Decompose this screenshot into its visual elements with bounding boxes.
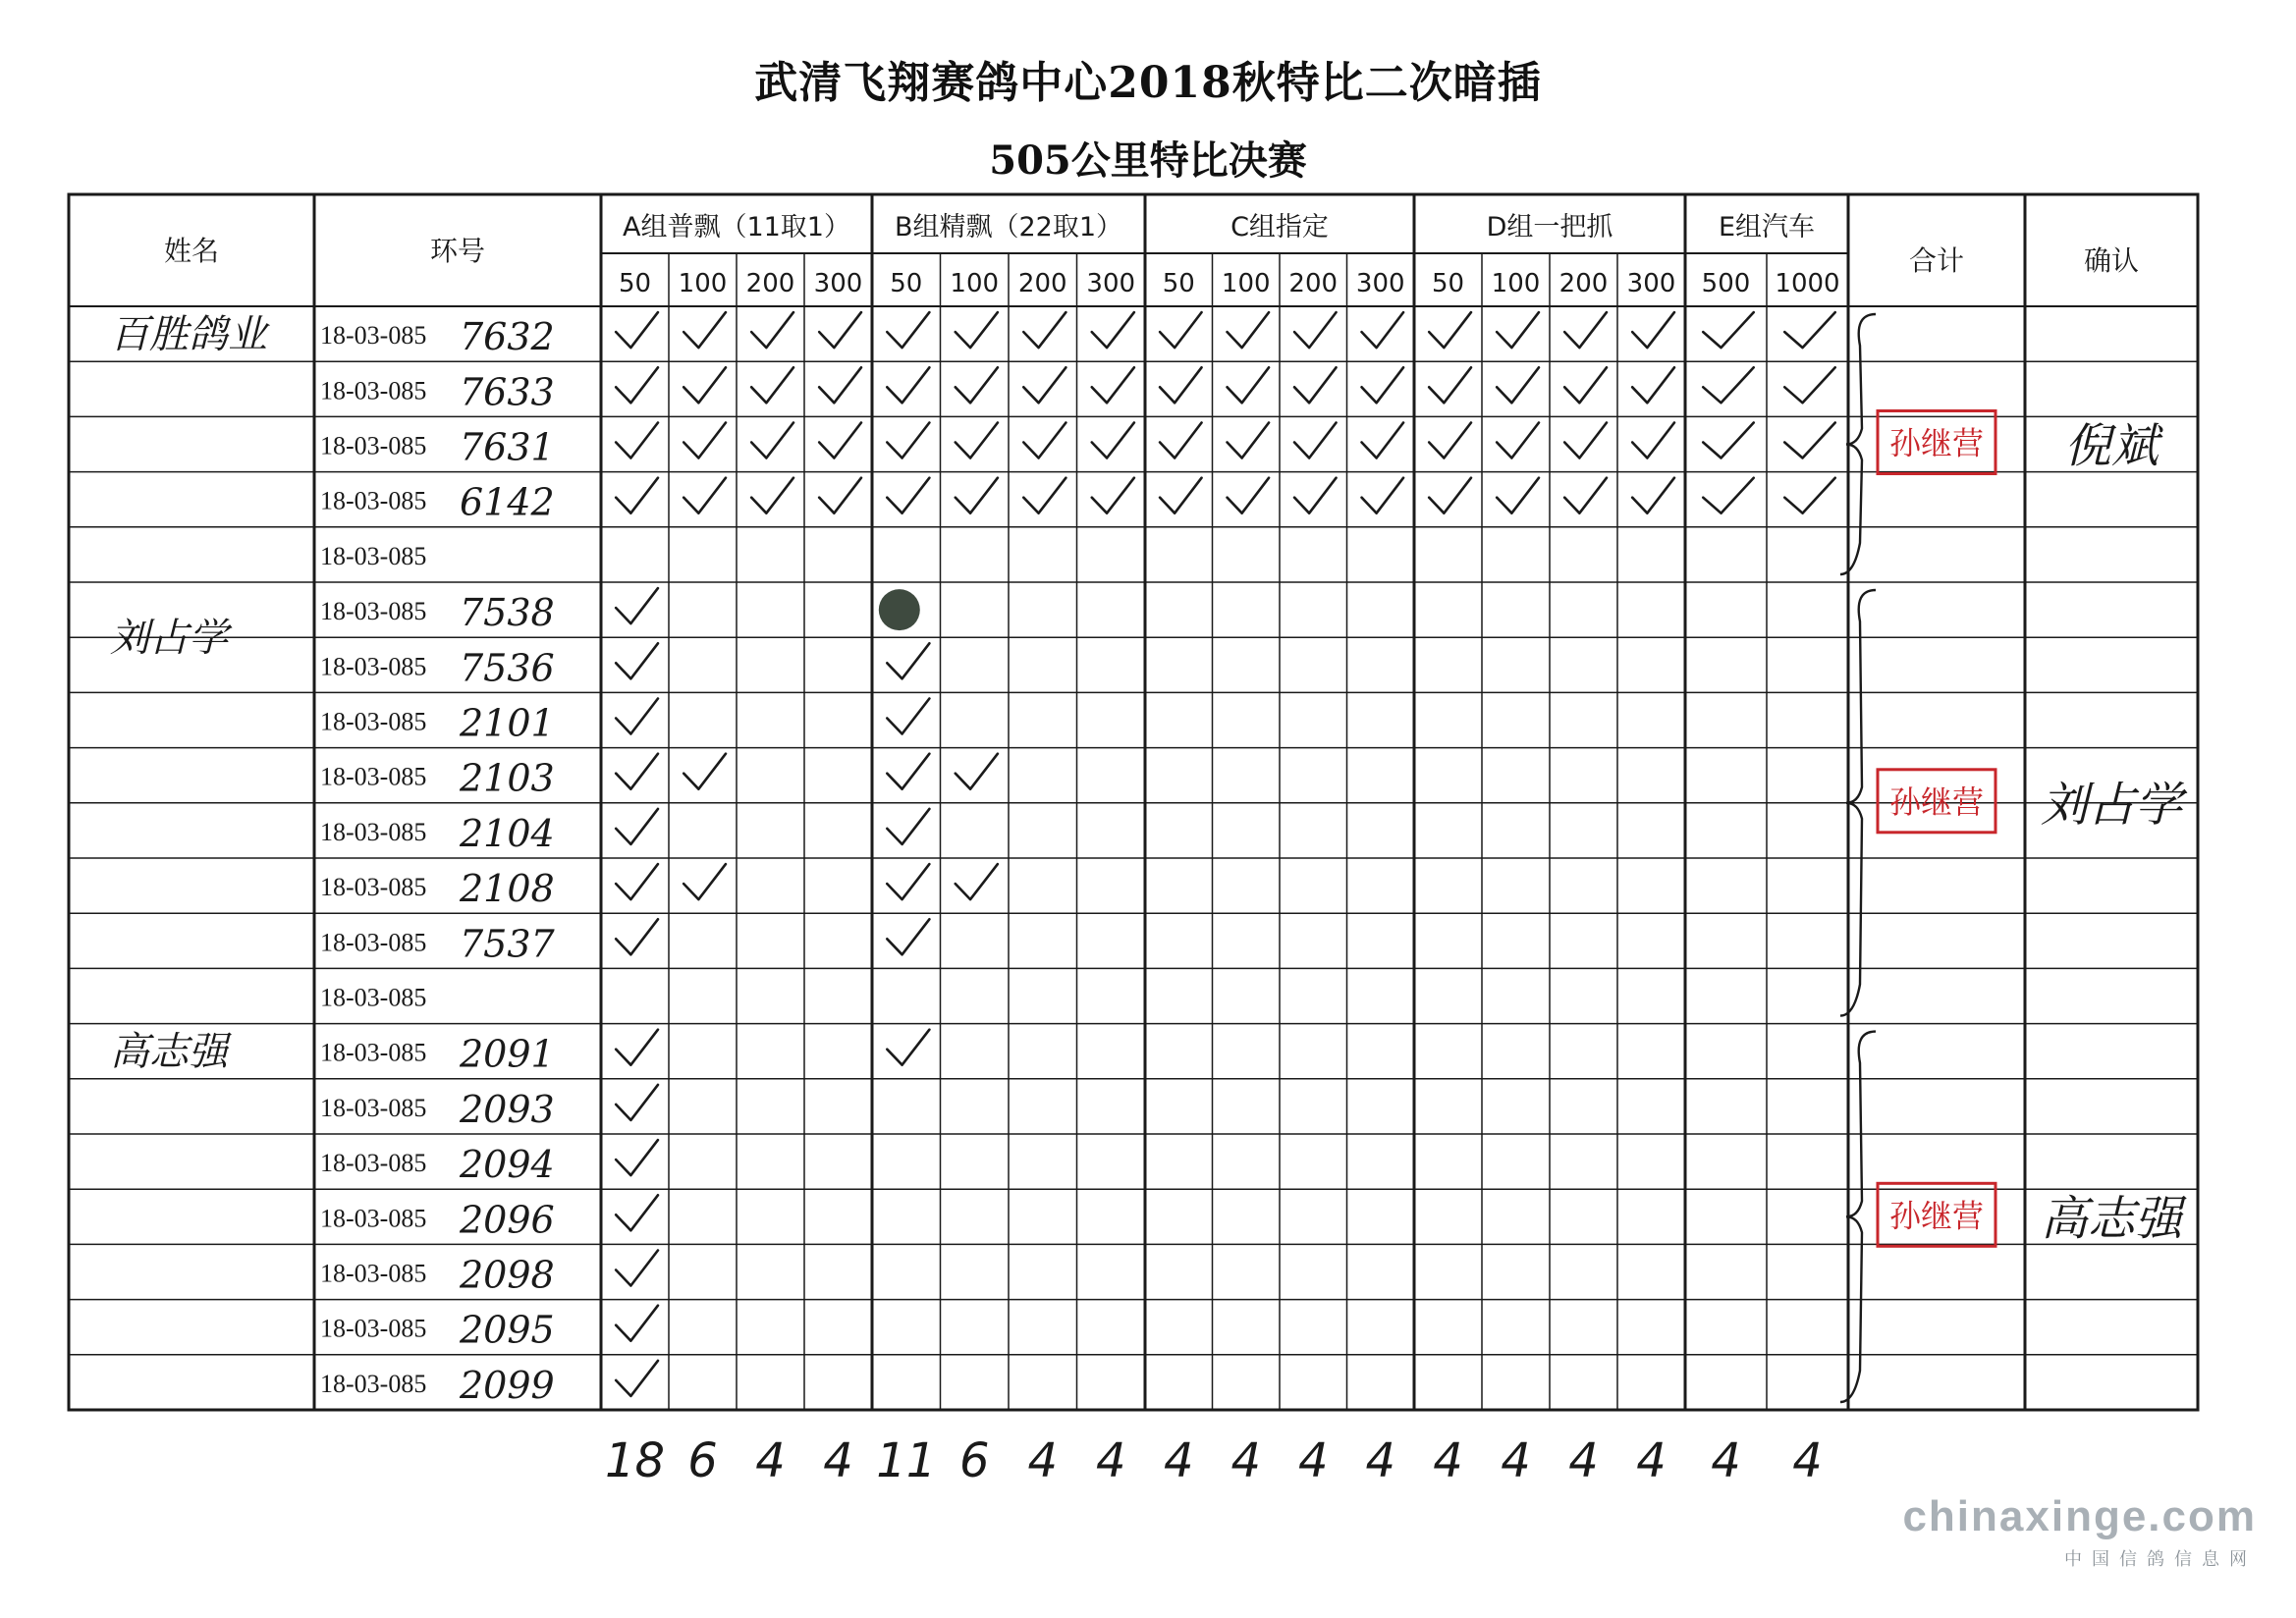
header-sub-100: 100 <box>1491 269 1541 298</box>
check-mark <box>1784 423 1834 458</box>
check-mark <box>887 643 929 678</box>
check-mark <box>616 367 658 403</box>
document-subtitle: 505公里特比决赛 <box>989 137 1307 184</box>
check-mark <box>751 312 793 348</box>
check-mark <box>683 312 726 348</box>
check-mark <box>1497 478 1539 513</box>
ring-prefix: 18-03-085 <box>320 817 427 846</box>
participant-name: 刘占学 <box>110 616 228 662</box>
check-mark <box>1429 423 1471 458</box>
check-mark <box>956 864 998 899</box>
header-group-a: A组普飘（11取1） <box>622 212 851 243</box>
header-confirm: 确认 <box>2083 244 2140 277</box>
column-total: 4 <box>1297 1433 1329 1488</box>
check-mark <box>1160 423 1201 458</box>
ring-prefix: 18-03-085 <box>320 928 427 957</box>
check-mark <box>616 1085 658 1120</box>
check-mark <box>1703 312 1753 348</box>
column-total: 4 <box>1792 1433 1823 1488</box>
ring-suffix: 2108 <box>460 867 555 911</box>
check-mark <box>616 1361 658 1396</box>
check-mark <box>819 423 861 458</box>
ring-prefix: 18-03-085 <box>320 762 427 791</box>
check-mark <box>616 478 658 513</box>
header-group-e: E组汽车 <box>1718 212 1816 243</box>
column-total: 4 <box>1433 1433 1463 1488</box>
check-mark <box>616 809 658 844</box>
check-mark <box>1703 367 1753 403</box>
column-total: 18 <box>604 1433 666 1488</box>
ring-prefix: 18-03-085 <box>320 431 427 460</box>
ring-prefix: 18-03-085 <box>320 652 427 681</box>
ring-prefix: 18-03-085 <box>320 1314 427 1343</box>
ring-suffix: 6142 <box>460 480 555 524</box>
check-mark <box>1784 312 1834 348</box>
ring-suffix: 2101 <box>460 701 555 745</box>
check-mark <box>1023 367 1066 403</box>
header-sub-100: 100 <box>950 269 1000 298</box>
check-mark <box>616 423 658 458</box>
check-mark <box>616 1306 658 1341</box>
ring-prefix: 18-03-085 <box>320 1093 427 1122</box>
check-mark <box>887 1030 929 1065</box>
check-mark <box>1160 478 1201 513</box>
check-mark <box>616 754 658 789</box>
check-mark <box>1703 478 1753 513</box>
check-mark <box>616 643 658 678</box>
stamp-text: 孙继营 <box>1888 424 1985 462</box>
ring-prefix: 18-03-085 <box>320 321 427 351</box>
check-mark <box>1294 423 1336 458</box>
check-mark <box>1228 312 1269 348</box>
check-mark <box>1362 312 1403 348</box>
check-mark <box>1023 312 1066 348</box>
ring-suffix: 7633 <box>460 370 555 414</box>
check-mark <box>1632 312 1674 348</box>
watermark-site: chinaxinge.com <box>1902 1492 2257 1540</box>
check-mark <box>1160 312 1201 348</box>
check-mark <box>683 423 726 458</box>
column-total: 11 <box>876 1433 937 1488</box>
check-mark <box>1228 367 1269 403</box>
check-mark <box>1362 478 1403 513</box>
check-mark <box>887 367 929 403</box>
check-mark <box>1294 312 1336 348</box>
header-sub-1000: 1000 <box>1775 269 1840 298</box>
ring-suffix: 2099 <box>460 1363 555 1407</box>
check-mark <box>956 754 998 789</box>
confirm-signature: 倪斌 <box>2063 418 2159 474</box>
ring-suffix: 7538 <box>460 591 555 635</box>
check-mark <box>1160 367 1201 403</box>
check-mark <box>1784 478 1834 513</box>
header-sub-50: 50 <box>1431 269 1465 298</box>
ring-prefix: 18-03-085 <box>320 1204 427 1233</box>
ring-prefix: 18-03-085 <box>320 486 427 515</box>
header-sub-200: 200 <box>1288 269 1339 298</box>
check-mark <box>616 1140 658 1175</box>
check-mark <box>1429 367 1471 403</box>
check-mark <box>1784 367 1834 403</box>
check-mark <box>751 478 793 513</box>
check-mark <box>887 919 929 954</box>
check-mark <box>683 367 726 403</box>
check-mark <box>1564 312 1607 348</box>
header-group-d: D组一把抓 <box>1486 212 1613 243</box>
check-mark <box>887 478 929 513</box>
ring-suffix: 2103 <box>460 756 555 800</box>
ring-suffix: 2093 <box>460 1087 555 1131</box>
column-total: 4 <box>755 1433 786 1488</box>
ring-suffix: 2104 <box>460 811 555 855</box>
column-total: 4 <box>1163 1433 1194 1488</box>
confirm-signature: 高志强 <box>2040 1191 2183 1247</box>
check-mark <box>616 1195 658 1230</box>
column-total: 4 <box>1095 1433 1126 1488</box>
check-mark <box>616 312 658 348</box>
watermark-tagline: 中国信鸽信息网 <box>2064 1549 2257 1570</box>
check-mark <box>819 367 861 403</box>
ring-suffix: 7537 <box>460 922 555 966</box>
check-mark <box>956 423 998 458</box>
ring-suffix: 7632 <box>460 315 555 359</box>
confirm-signature: 刘占学 <box>2040 777 2183 833</box>
column-total: 4 <box>1636 1433 1667 1488</box>
stamp-text: 孙继营 <box>1888 1197 1985 1235</box>
check-mark <box>1362 367 1403 403</box>
check-mark <box>1023 478 1066 513</box>
column-total: 4 <box>823 1433 853 1488</box>
header-sub-500: 500 <box>1701 269 1751 298</box>
check-mark <box>1228 423 1269 458</box>
check-mark <box>956 312 998 348</box>
participant-name: 高志强 <box>110 1029 228 1075</box>
ring-suffix: 2094 <box>460 1143 555 1187</box>
ring-suffix: 2091 <box>460 1032 555 1076</box>
check-mark <box>616 699 658 734</box>
check-mark <box>751 423 793 458</box>
column-total: 4 <box>1027 1433 1059 1488</box>
header-sub-300: 300 <box>1355 269 1405 298</box>
watermark <box>1902 1492 2257 1571</box>
check-mark <box>1497 423 1539 458</box>
check-mark <box>683 754 726 789</box>
ring-prefix: 18-03-085 <box>320 597 427 626</box>
check-mark <box>1023 423 1066 458</box>
ring-prefix: 18-03-085 <box>320 1149 427 1178</box>
check-mark <box>887 423 929 458</box>
check-mark <box>1632 423 1674 458</box>
check-mark <box>1294 478 1336 513</box>
ring-suffix: 7631 <box>460 425 555 469</box>
header-sub-200: 200 <box>1558 269 1609 298</box>
header-sub-50: 50 <box>890 269 923 298</box>
check-mark <box>616 1030 658 1065</box>
check-mark <box>616 864 658 899</box>
header-name: 姓名 <box>163 235 220 267</box>
check-mark <box>1362 423 1403 458</box>
check-mark <box>1429 478 1471 513</box>
check-mark <box>1092 312 1134 348</box>
check-mark <box>1294 367 1336 403</box>
check-mark <box>887 864 929 899</box>
check-mark <box>1497 367 1539 403</box>
header-sub-50: 50 <box>618 269 652 298</box>
check-mark <box>1092 423 1134 458</box>
column-total: 6 <box>958 1433 990 1488</box>
ring-prefix: 18-03-085 <box>320 873 427 902</box>
stamp-text: 孙继营 <box>1888 782 1985 821</box>
header-sub-50: 50 <box>1162 269 1195 298</box>
check-mark <box>616 919 658 954</box>
ink-blot <box>879 589 920 630</box>
ring-prefix: 18-03-085 <box>320 1369 427 1398</box>
check-mark <box>956 478 998 513</box>
check-mark <box>887 312 929 348</box>
ring-prefix: 18-03-085 <box>320 376 427 405</box>
group-brace <box>1840 1032 1876 1402</box>
header-sub-300: 300 <box>1086 269 1136 298</box>
check-mark <box>887 699 929 734</box>
check-mark <box>1564 478 1607 513</box>
header-sub-200: 200 <box>745 269 795 298</box>
check-mark <box>1497 312 1539 348</box>
check-mark <box>616 1251 658 1286</box>
ring-suffix: 2098 <box>460 1253 555 1297</box>
check-mark <box>887 809 929 844</box>
check-mark <box>1564 367 1607 403</box>
column-total: 4 <box>1365 1433 1396 1488</box>
column-total: 4 <box>1711 1433 1741 1488</box>
participant-name: 百胜鸽业 <box>110 312 267 358</box>
header-total: 合计 <box>1908 244 1965 277</box>
ring-prefix: 18-03-085 <box>320 1038 427 1067</box>
check-mark <box>1429 312 1471 348</box>
check-mark <box>683 478 726 513</box>
check-mark <box>887 754 929 789</box>
column-total: 4 <box>1230 1433 1262 1488</box>
ring-prefix: 18-03-085 <box>320 707 427 736</box>
column-total: 4 <box>1568 1433 1599 1488</box>
header-sub-100: 100 <box>678 269 728 298</box>
header-sub-200: 200 <box>1017 269 1067 298</box>
header-sub-300: 300 <box>1626 269 1676 298</box>
ring-prefix: 18-03-085 <box>320 983 427 1012</box>
header-ring: 环号 <box>429 235 486 267</box>
header-sub-300: 300 <box>813 269 863 298</box>
column-total: 4 <box>1501 1433 1531 1488</box>
check-mark <box>819 312 861 348</box>
ring-suffix: 2096 <box>460 1198 555 1242</box>
check-mark <box>1632 478 1674 513</box>
header-group-c: C组指定 <box>1230 212 1329 243</box>
header-group-b: B组精飘（22取1） <box>894 212 1123 243</box>
ring-suffix: 2095 <box>460 1308 555 1352</box>
column-total: 6 <box>687 1433 718 1488</box>
check-mark <box>956 367 998 403</box>
ring-prefix: 18-03-085 <box>320 541 427 570</box>
header-sub-100: 100 <box>1221 269 1271 298</box>
check-mark <box>683 864 726 899</box>
check-mark <box>1092 367 1134 403</box>
group-brace <box>1840 314 1876 574</box>
check-mark <box>819 478 861 513</box>
document-title: 武清飞翔赛鸽中心2018秋特比二次暗插 <box>754 58 1542 108</box>
ring-suffix: 7536 <box>460 646 555 690</box>
ring-prefix: 18-03-085 <box>320 1259 427 1288</box>
check-mark <box>1092 478 1134 513</box>
check-mark <box>1632 367 1674 403</box>
check-mark <box>1703 423 1753 458</box>
check-mark <box>616 588 658 623</box>
check-mark <box>1564 423 1607 458</box>
check-mark <box>751 367 793 403</box>
check-mark <box>1228 478 1269 513</box>
